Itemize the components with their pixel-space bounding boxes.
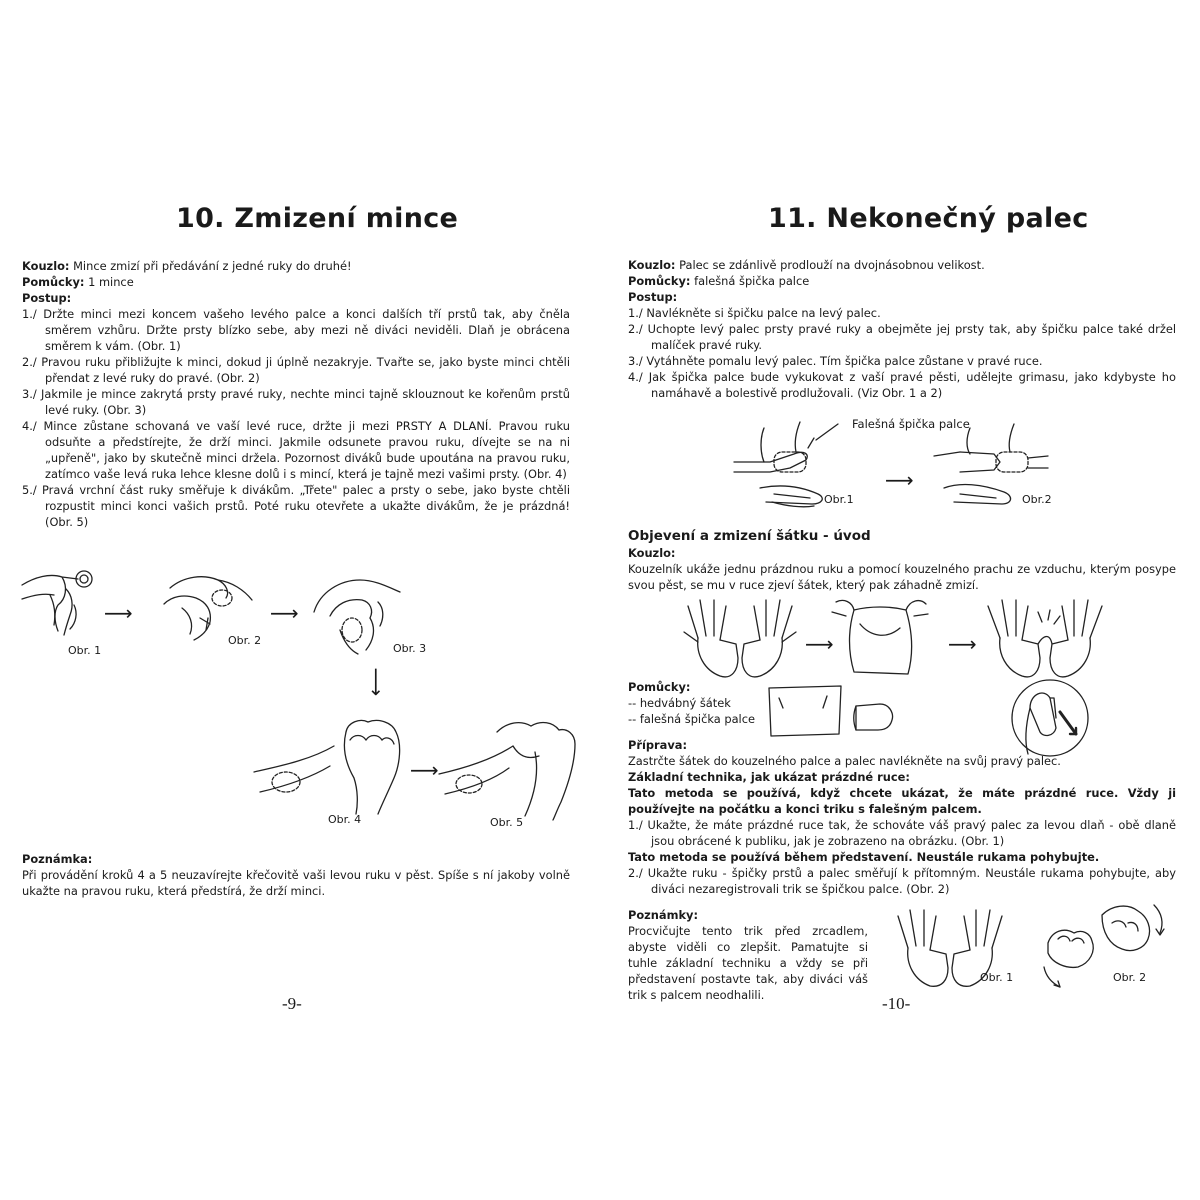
page-number-left: -9-: [282, 994, 302, 1013]
arrow-right-icon: ⟶: [104, 601, 133, 625]
vanish-hands-illustration: [980, 598, 1110, 680]
fig-label-fake-thumb: Falešná špička palce: [852, 417, 970, 431]
pomucky2-block: [628, 679, 778, 727]
left-note-text: [22, 851, 570, 899]
zakladni-bold-text: Tato metoda se používá, když chcete ukázat, že máte prázdné ruce. Vždy ji používejte na počátku a konci triku s falešným palcem.: [628, 786, 1176, 816]
kouzlo2-text: Kouzelník ukáže jednu prázdnou ruku a pomocí kouzelného prachu ze vzduchu, kterým posype svou pěst, se mu v ruce zjeví šátek, který pak záhadně zmizí.: [628, 562, 1176, 592]
postup-label: Postup:: [628, 290, 678, 304]
kouzlo2-label: Kouzlo:: [628, 546, 676, 560]
hands-open-illustration-5: [435, 712, 585, 820]
postup-label: Postup:: [22, 291, 72, 305]
caption-obr-3: Obr. 3: [393, 642, 427, 655]
priprava-text: Zastrčte šátek do kouzelného palce a palec navlékněte na svůj pravý palec.: [628, 754, 1061, 768]
step-item: 1./ Navlékněte si špičku palce na levý palec.: [628, 306, 881, 320]
poznamky-label: Poznámky:: [628, 908, 699, 922]
right-technique-text: [628, 737, 1176, 897]
caption-obr-1: Obr.1: [824, 493, 854, 506]
left-body-text: [22, 258, 570, 530]
poznamky-text: Procvičujte tento trik před zrcadlem, abyste viděli co zlepšit. Pamatujte si tuhle základní techniku a vždy se při představení postavte tak, aby diváci váš trik s palcem neodhalili.: [628, 924, 868, 1002]
arrow-right-icon: ⟶: [410, 758, 439, 782]
poznamka-text: Při provádění kroků 4 a 5 neuzavírejte křečovitě vaši levou ruku v pěst. Spíše s ní jakoby volně ukažte na pravou ruku, která předstírá, že drží minci.: [22, 868, 570, 898]
section-title: Objevení a zmizení šátku - úvod: [628, 528, 871, 544]
zakladni-label: Základní technika, jak ukázat prázdné ruce:: [628, 770, 910, 784]
arrow-right-icon: ⟶: [270, 601, 299, 625]
hands-pointing-illustration-4: [250, 712, 410, 817]
silk-handkerchief-illustration: [765, 682, 845, 738]
pomucky-text: 1 mince: [84, 275, 134, 289]
arrow-right-icon: ⟶: [805, 632, 834, 656]
pomucky2-item: -- hedvábný šátek: [628, 696, 731, 710]
handkerchief-appears-illustration: [830, 596, 930, 678]
caption-obr-4: Obr. 4: [328, 813, 362, 826]
step-item: 1./ Ukažte, že máte prázdné ruce tak, že schováte váš pravý palec za levou dlaň - obě dlaně jsou obrácené k publiku, jak je zobrazeno na obrázku. (Obr. 1): [628, 818, 1176, 848]
bold-note-text: Tato metoda se používá během představení. Neustále rukama pohybujte.: [628, 850, 1100, 864]
step-item: 2./ Ukažte ruku - špičky prstů a palec směřují k přítomným. Neustále rukama pohybujte, aby diváci nezaregistrovali trik se špičkou palce. (Obr. 2): [628, 866, 1176, 896]
pomucky-label: Pomůcky:: [628, 274, 691, 288]
caption-obr-5: Obr. 5: [490, 816, 524, 829]
arrow-right-icon: ⟶: [885, 468, 914, 492]
step-item: 3./ Jakmile je mince zakrytá prsty pravé ruky, nechte minci tajně sklouznout ke kořenům prstů levé ruky. (Obr. 3): [22, 387, 570, 417]
pomucky-text: falešná špička palce: [690, 274, 810, 288]
pomucky2-item: -- falešná špička palce: [628, 712, 755, 726]
kouzlo-label: Kouzlo:: [628, 258, 676, 272]
kouzlo-text: Mince zmizí při předávání z jedné ruky do druhé!: [69, 259, 352, 273]
step-item: 4./ Mince zůstane schovaná ve vaší levé ruce, držte ji mezi PRSTY A DLANÍ. Pravou ruku odsuňte a předstírejte, že drží minci. Jakmile odsunete pravou ruku, dívejte se na ni „upřeně", jako by skutečně minci držela. Pozornost diváků bude upoutána na pravou ruku, zatímco vaše levá ruka lehce klesne dolů i s mincí, která je tajně mezi vašimi prsty. (Obr. 4): [22, 419, 570, 481]
page-title-right: 11. Nekonečný palec: [768, 203, 1089, 234]
poznamka-label: Poznámka:: [22, 852, 93, 866]
right-page: [600, 0, 1200, 1200]
kouzlo-text: Palec se zdánlivě prodlouží na dvojnásobnou velikost.: [675, 258, 985, 272]
caption-obr-2: Obr.2: [1022, 493, 1052, 506]
kouzlo-label: Kouzlo:: [22, 259, 70, 273]
step-item: 1./ Držte minci mezi koncem vašeho levého palce a konci dalších tří prstů tak, aby čněla směrem vzhůru. Držte prsty blízko sebe, aby mezi ně diváci neviděli. Dlaň je obrácena směrem k vám. (Obr. 1): [22, 307, 570, 353]
step-item: 2./ Uchopte levý palec prsty pravé ruky a obejměte jej prsty tak, aby špičku palce také držel malíček pravé ruky.: [628, 322, 1176, 352]
right-notes-block: [628, 907, 868, 1003]
pomucky2-label: Pomůcky:: [628, 680, 691, 694]
hand-coin-illustration-1: [20, 565, 100, 645]
caption-obr-2: Obr. 2: [228, 634, 262, 647]
priprava-label: Příprava:: [628, 738, 687, 752]
caption-obr-1-bottom: Obr. 1: [980, 971, 1014, 984]
step-item: 5./ Pravá vrchní část ruky směřuje k divákům. „Třete" palec a prsty o sebe, jako byste chtěli rozpustit minci konci vašich prstů. Poté ruku otevřete a ukažte divákům, že je prázdná! (Obr. 5): [22, 483, 570, 529]
step-item: 2./ Pravou ruku přibližujte k minci, dokud ji úplně nezakryje. Tvařte se, jako byste minci chtěli přendat z levé ruky do pravé. (Obr. 2): [22, 355, 570, 385]
arrow-down-icon: ⟶: [364, 667, 389, 697]
right-section-text: [628, 545, 1176, 593]
arrow-right-icon: ⟶: [948, 632, 977, 656]
fake-thumb-tip-icon: [852, 700, 896, 734]
empty-hands-illustration: [680, 598, 800, 680]
pomucky-label: Pomůcky:: [22, 275, 85, 289]
page-title-left: 10. Zmizení mince: [176, 203, 459, 234]
caption-obr-2-bottom: Obr. 2: [1113, 971, 1147, 984]
page-number-right: -10-: [882, 994, 911, 1013]
step-item: 3./ Vytáhněte pomalu levý palec. Tím špička palce zůstane v pravé ruce.: [628, 354, 1043, 368]
moving-hands-illustration: [1038, 893, 1168, 993]
caption-obr-1: Obr. 1: [68, 644, 102, 657]
right-body-text: [628, 257, 1176, 401]
step-item: 4./ Jak špička palce bude vykukovat z vaší pravé pěsti, udělejte grimasu, jako kdybyste ho namáhavě a bolestivě prodlužovali. (Viz Obr. 1 a 2): [628, 370, 1176, 400]
